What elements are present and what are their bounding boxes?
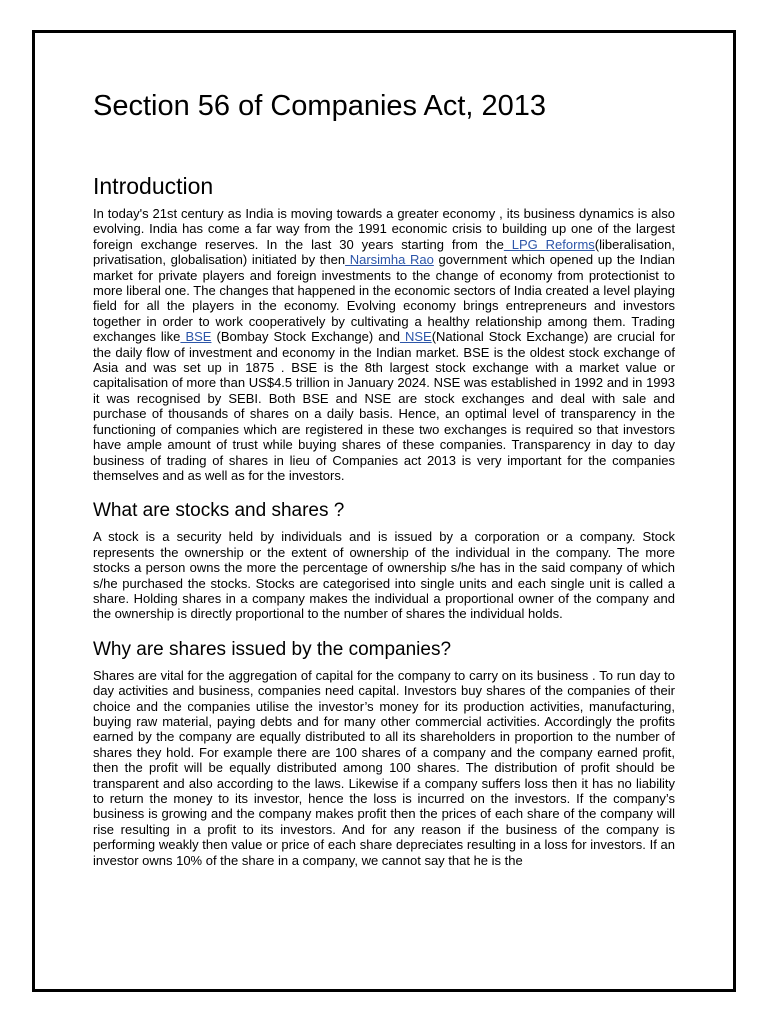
link-nse[interactable]: NSE — [399, 329, 432, 345]
link-narsimha-rao[interactable]: Narsimha Rao — [345, 252, 434, 268]
intro-text-4: (Bombay Stock Exchange) and — [211, 329, 400, 345]
intro-text-1: In today's 21st century as India is moving towards a greater economy , its business dynamics is also evolving. India has come a far way from the 1991 economic crisis to building up one of the largest foreign exchange reserves. In the last 30 years starting from the — [93, 206, 675, 252]
intro-text-2: (liberalisation, privatisation, globalisation) initiated by then — [93, 236, 675, 268]
document-body — [93, 86, 675, 868]
paragraph-why-shares-issued: Shares are vital for the aggregation of capital for the company to carry on its business . To run day to day activities and business, companies need capital. Investors buy shares of the companies of their choice and the companies utilise the investor’s money for its production activities, manufacturing, buying raw material, paying debts and for many other commercial activities. Accordingly the profits earned by the company are equally distributed to all its shareholders in proportion to the number of shares they hold. For example there are 100 shares of a company and the company earned profit, then the profit will be equally distributed among 100 shares. The distribution of profit should be transparent and also according to the laws. Likewise if a company suffers loss then it has no liability to return the money to its investor, hence the loss is incurred on the investors. If the company’s business is growing and the company makes profit then the prices of each share of the company will rise resulting in a profit to its investors. And for any reason if the business of the company is performing weakly then value or price of each share depreciates resulting in a loss for investors. If an investor owns 10% of the share in a company, we cannot say that he is the — [93, 667, 675, 868]
heading-introduction: Introduction — [93, 173, 214, 199]
intro-text-5: (National Stock Exchange) are crucial for the daily flow of investment and economy in the Indian market. BSE is the oldest stock exchange of Asia and was set up in 1875 . BSE is the 8th largest stock exchange with a market value or capitalisation of more than US$4.5 trillion in January 2024. NSE was established in 1992 and in 1993 it was recognised by SEBI. Both BSE and NSE are stock exchanges and deal with sale and purchase of thousands of shares on a daily basis. Hence, an optimal level of transparency in the functioning of companies which are registered in these two exchanges is required so that investors have ample amount of trust while buying shares of these companies. Transparency in day to day business of trading of shares in lieu of Companies act 2013 is very important for the companies themselves and as well as for the investors. — [93, 329, 676, 483]
paragraph-stocks-and-shares: A stock is a security held by individuals and is issued by a corporation or a company. Stock represents the ownership or the extent of ownership of the individual in the company. The more stocks a person owns the more the percentage of ownership s/he has in the said company of which s/he purchased the stocks. Stocks are categorised into single units and each single unit is called a share. Holding shares in a company makes the individual a proportional owner of the company and the ownership is directly proportional to the number of shares the individual holds. — [93, 529, 675, 622]
document-title: Section 56 of Companies Act, 2013 — [93, 90, 547, 122]
link-lpg-reforms[interactable]: LPG Reforms — [503, 236, 595, 252]
paragraph-introduction — [93, 206, 675, 483]
heading-why-shares-issued: Why are shares issued by the companies? — [93, 638, 452, 660]
link-bse[interactable]: BSE — [180, 329, 212, 345]
heading-stocks-and-shares: What are stocks and shares ? — [93, 500, 345, 522]
intro-text-3: government which opened up the Indian market for private players and foreign investments to the change of economy from protectionist to more liberal one. The changes that happened in the economic sectors of India created a level playing field for all the players in the economy. Evolving economy brings entrepreneurs and investors together in order to work cooperatively by cultivating a healthy relationship among them. Trading exchanges like — [93, 252, 675, 345]
